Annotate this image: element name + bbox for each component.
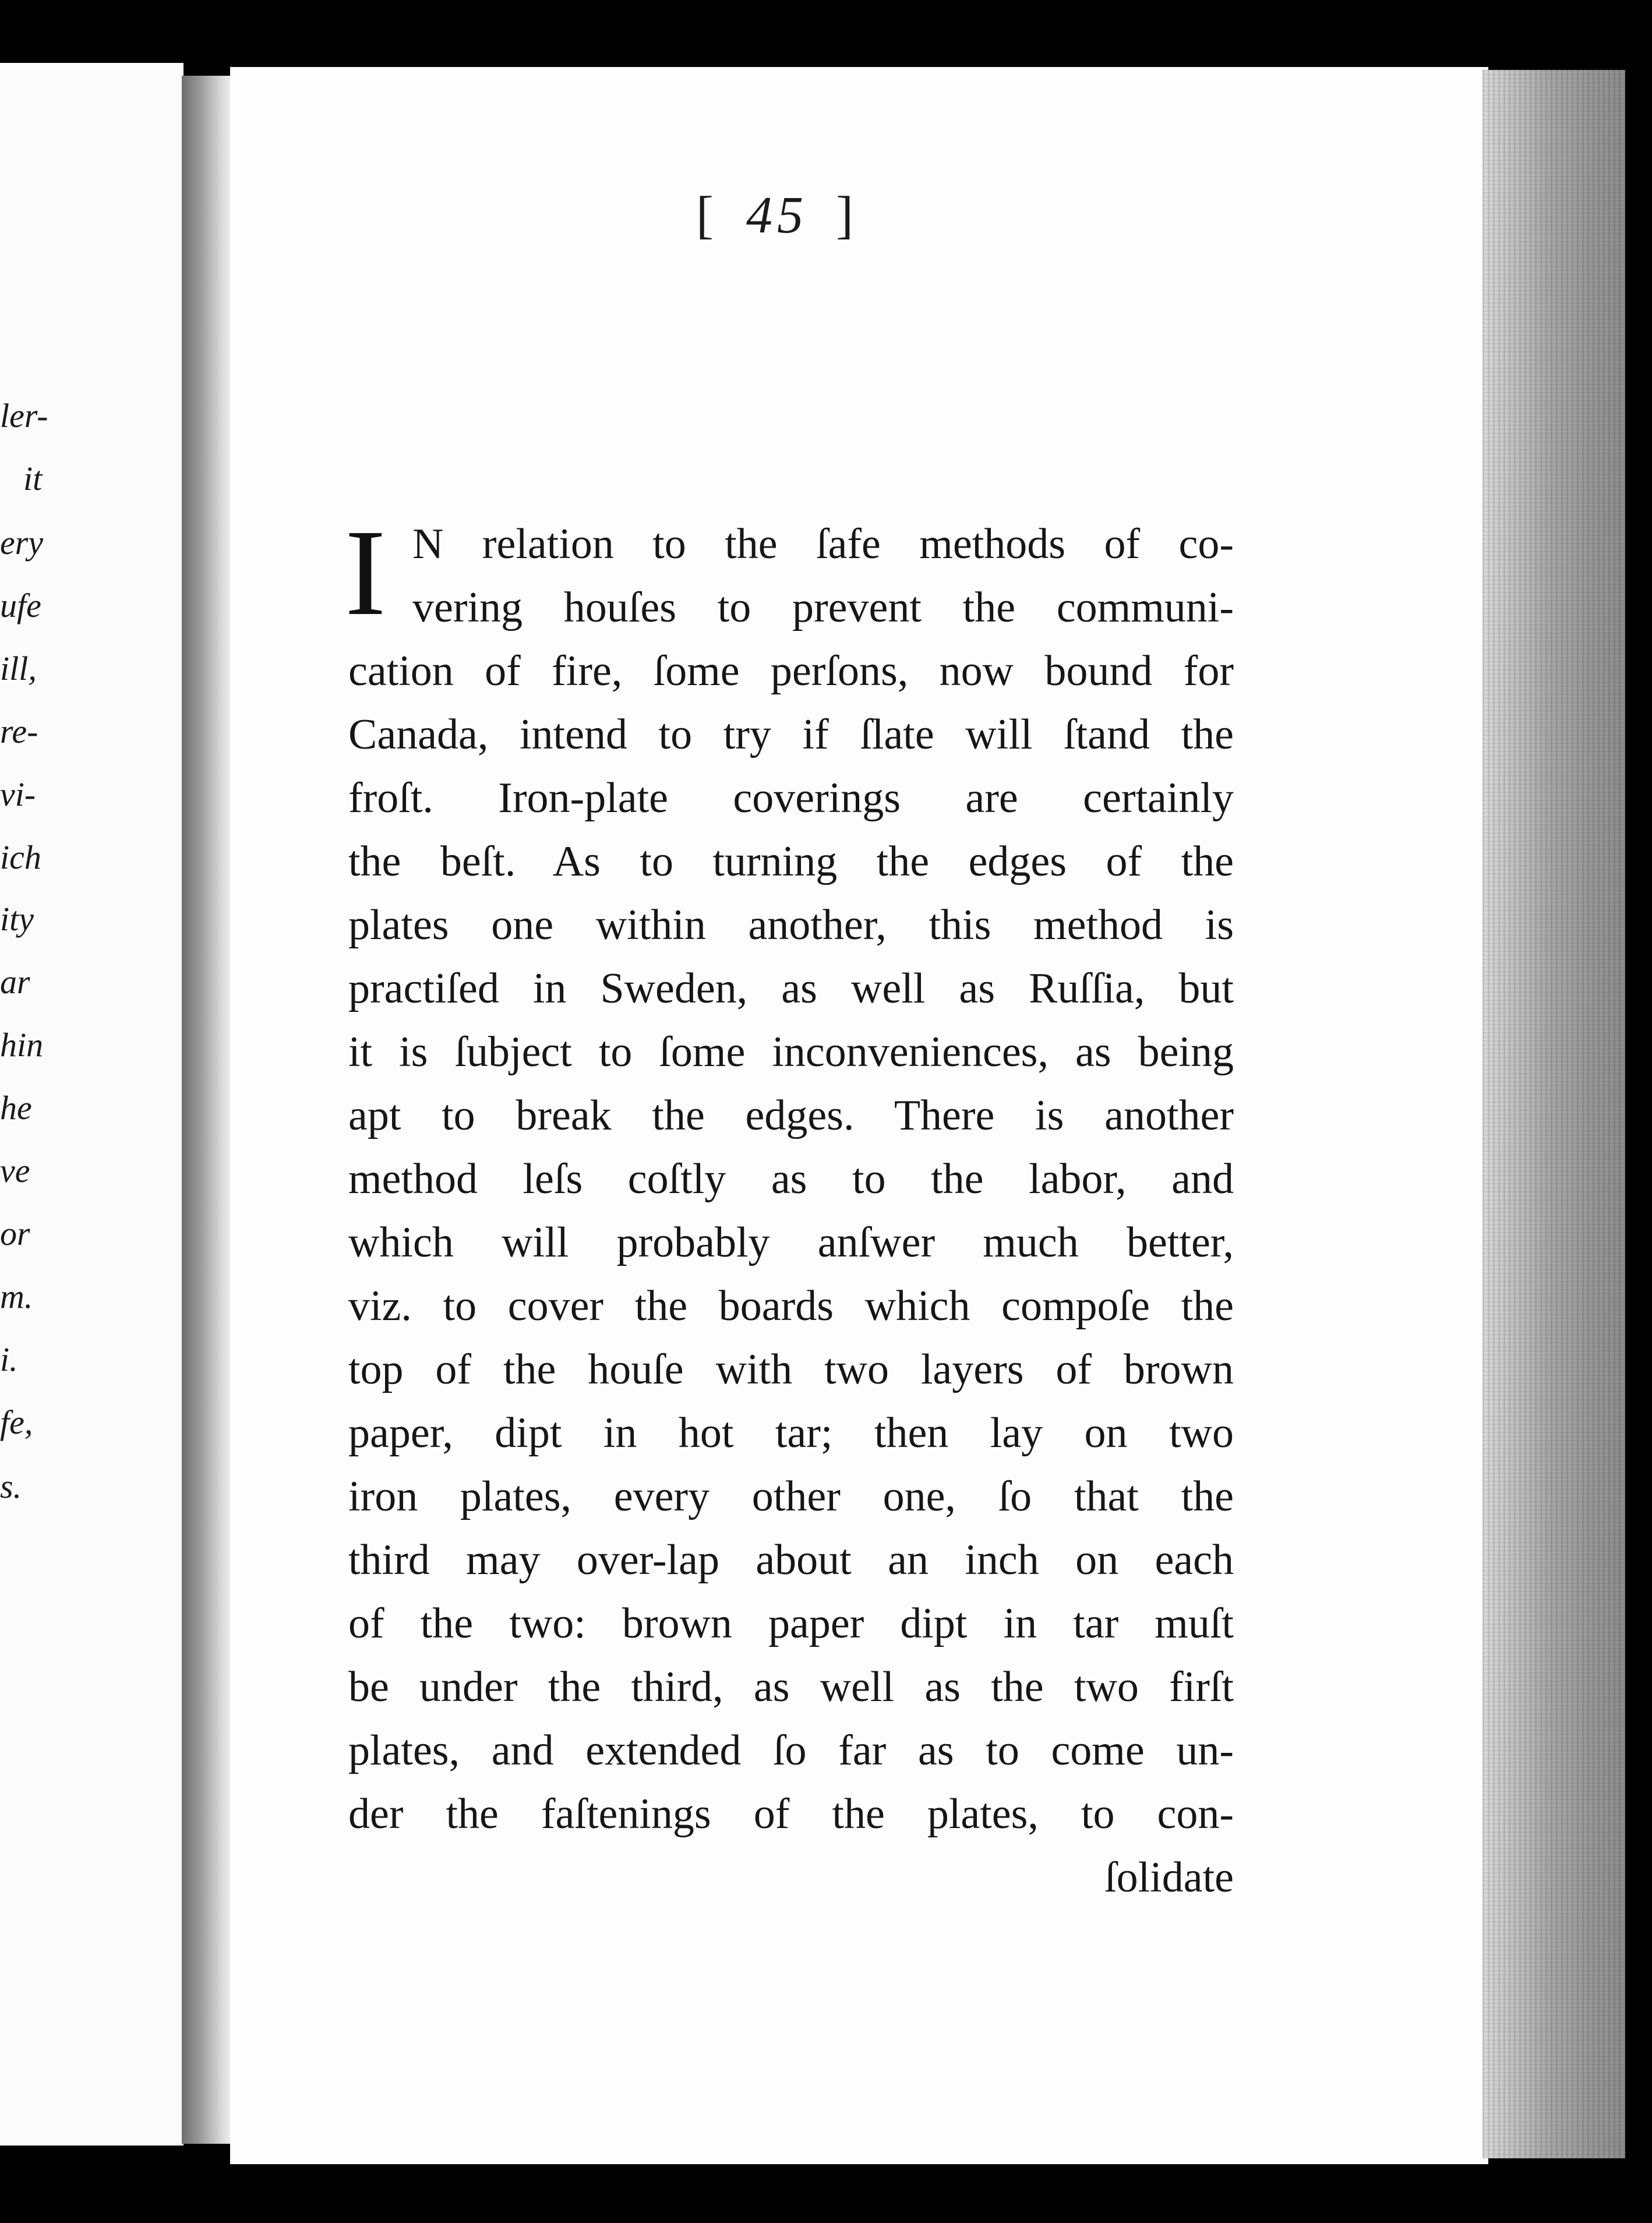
left-page-fragment: or <box>0 1215 30 1252</box>
left-page-fragment: ity <box>0 900 34 938</box>
left-page-fragment: ar <box>0 963 30 1001</box>
text-line: top of the houſe with two layers of brown <box>348 1346 1234 1393</box>
header-close-bracket: ] <box>835 186 858 244</box>
catchword: ſolidate <box>1104 1854 1234 1901</box>
text-line: be under the third, as well as the two firſt <box>348 1663 1234 1711</box>
text-line: Canada, intend to try if ſlate will ſtand the <box>348 711 1234 758</box>
text-line: the beſt. As to turning the edges of the <box>348 838 1234 885</box>
text-line: cation of fire, ſome perſons, now bound for <box>348 647 1234 695</box>
text-line: of the two: brown paper dipt in tar muſt <box>348 1600 1234 1647</box>
text-line: method leſs coſtly as to the labor, and <box>348 1155 1234 1203</box>
left-page-fragment: fe, <box>0 1403 33 1441</box>
left-page-fragment: ve <box>0 1152 30 1190</box>
text-line: iron plates, every other one, ſo that the <box>348 1473 1234 1520</box>
text-line: which will probably anſwer much better, <box>348 1219 1234 1266</box>
text-line: froſt. Iron-plate coverings are certainly <box>348 774 1234 822</box>
left-page-fragment: ler- <box>0 397 48 435</box>
text-line: der the faſtenings of the plates, to con- <box>348 1790 1234 1838</box>
left-page-fragment: i. <box>0 1340 18 1378</box>
left-page-fragment: ich <box>0 838 41 876</box>
header-open-bracket: [ <box>696 186 718 244</box>
text-line: apt to break the edges. There is another <box>348 1092 1234 1139</box>
drop-cap: I <box>345 504 386 641</box>
left-page-fragment: ery <box>0 524 44 562</box>
left-page-fragment: vi- <box>0 775 36 813</box>
left-page-fragment: ill, <box>0 650 37 687</box>
text-line: plates, and extended ſo far as to come un- <box>348 1727 1234 1774</box>
text-line: third may over-lap about an inch on each <box>348 1536 1234 1584</box>
text-line: plates one within another, this method is <box>348 901 1234 949</box>
left-facing-page <box>0 63 183 2146</box>
page-body-text <box>345 504 1234 1910</box>
page-number: 45 <box>746 186 808 244</box>
text-line: it is ſubject to ſome inconveniences, as being <box>348 1028 1234 1076</box>
page-number-header <box>696 185 858 245</box>
text-line: N relation to the ſafe methods of co- <box>412 520 1234 568</box>
text-line: viz. to cover the boards which compoſe the <box>348 1282 1234 1330</box>
left-page-fragment: he <box>0 1089 32 1127</box>
left-page-fragment: it <box>23 460 43 497</box>
left-page-fragment: m. <box>0 1278 33 1315</box>
left-page-fragment: s. <box>0 1467 22 1505</box>
page-edges <box>1482 70 1625 2158</box>
text-line: practiſed in Sweden, as well as Ruſſia, but <box>348 965 1234 1012</box>
left-page-fragment: re- <box>0 712 38 750</box>
text-line: paper, dipt in hot tar; then lay on two <box>348 1409 1234 1457</box>
left-page-fragment: ufe <box>0 587 41 624</box>
text-line: vering houſes to prevent the communi- <box>412 584 1234 631</box>
book-gutter <box>182 76 234 2144</box>
left-page-fragment: hin <box>0 1026 44 1064</box>
